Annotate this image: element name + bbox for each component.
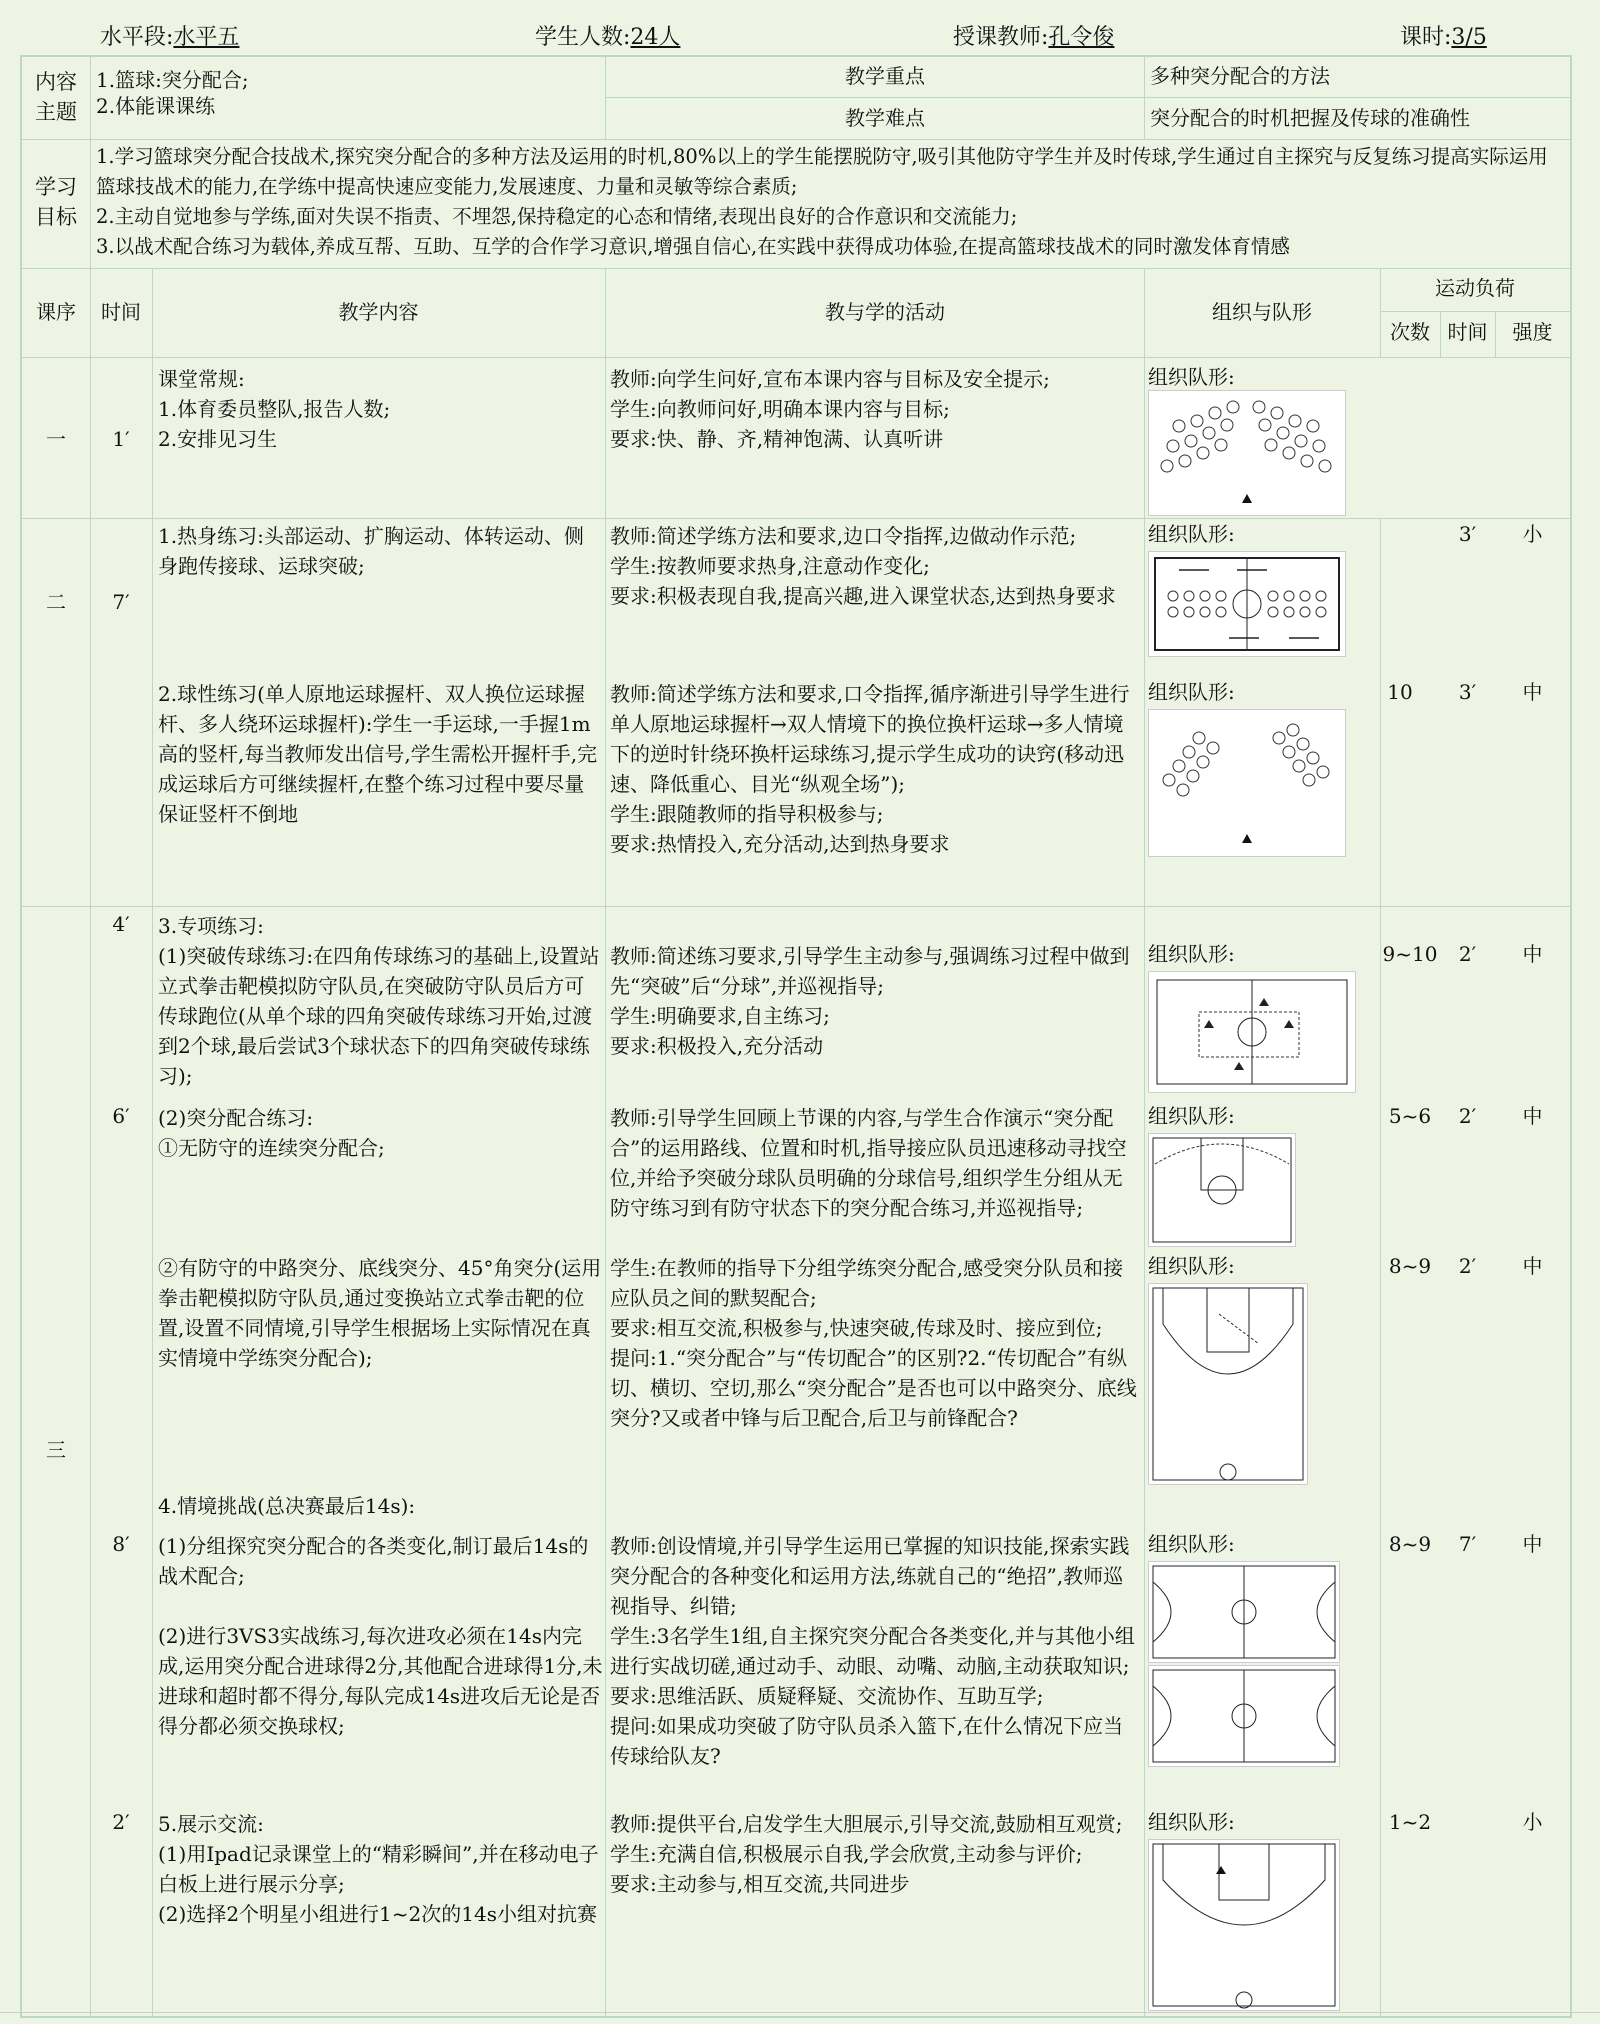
formation-diagram-3c: [1148, 1283, 1308, 1485]
lesson-header: [0, 14, 1600, 54]
section-3-p1-activity: 教师:简述练习要求,引导学生主动参与,强调练习过程中做到先“突破”后“分球”,并巡视指导; 学生:明确要求,自主练习; 要求:积极投入,充分活动: [610, 944, 1130, 1058]
formation-3a-svg: [1149, 972, 1355, 1092]
section-3-p1-content: (1)突破传球练习:在四角传球练习的基础上,设置站立式拳击靶模拟防守队员,在突破防守队员后方可传球跑位(从单个球的四角突破传球练习开始,过渡到2个球,最后尝试3个球状态下的四角突破传球练习);: [158, 944, 600, 1088]
section-3-p4-content: (1)分组探究突分配合的各类变化,制订最后14s的战术配合; (2)进行3VS3实战练习,每次进攻必须在14s内完成,运用突分配合进球得2分,其他配合进球得1分,未进球和超时都不得分,每队完成14s进攻后无论是否得分都必须交换球权;: [158, 1534, 603, 1738]
section-3-time-4: 2′: [112, 1810, 130, 1834]
section-3-time-3: 8′: [112, 1532, 130, 1556]
section-1: [22, 358, 1570, 519]
section-1-formation-label: 组织队形:: [1148, 365, 1235, 389]
section-3-order: 三: [46, 1438, 66, 1462]
section-3-formation-label-5: 组织队形:: [1148, 1810, 1235, 1834]
section-2-time: 7′: [112, 590, 130, 614]
col-intensity: 强度: [1512, 320, 1553, 344]
formation-1-svg: [1149, 391, 1345, 515]
col-time: 时间: [101, 300, 141, 324]
section-2-ball-content: 2.球性练习(单人原地运球握杆、双人换位运球握杆、多人绕环运球握杆):学生一手运球,一手握1m高的竖杆,每当教师发出信号,学生需松开握杆手,完成运球后方可继续握杆,在整个练习过程中要尽量保证竖杆不倒地: [158, 682, 598, 826]
col-organization: 组织与队形: [1212, 300, 1312, 324]
section-3-p5-activity: 教师:提供平台,启发学生大胆展示,引导交流,鼓励相互观赏; 学生:充满自信,积极展示自我,学会欣赏,主动参与评价; 要求:主动参与,相互交流,共同进步: [610, 1812, 1123, 1896]
section-3-p2-duration: 2′: [1458, 1104, 1477, 1128]
section-2-ball-activity: 教师:简述学练方法和要求,口令指挥,循序渐进引导学生进行单人原地运球握杆→双人情境下的换位换杆运球→多人情境下的逆时针绕环换杆运球练习,提示学生成功的诀窍(移动迅速、降低重心、目光“纵观全场”); 学生:跟随教师的指导积极参与; 要求:热情投入,充分活动,达到热身要求: [610, 682, 1130, 856]
section-3-p3-activity: 学生:在教师的指导下分组学练突分配合,感受突分队员和接应队员之间的默契配合; 要求:相互交流,积极参与,快速突破,传球及时、接应到位; 提问:1.“突分配合”与“传切配合”的区别?2.“传切配合”有纵切、横切、空切,那么“突分配合”是否也可以中路突分、底线突分?又或者中锋与后卫配合,后卫与前锋配合?: [610, 1256, 1137, 1430]
section-3: [22, 907, 1570, 2016]
difficulty-value: 突分配合的时机把握及传球的准确性: [1150, 106, 1470, 130]
section-3-p4-count: 8~9: [1388, 1532, 1432, 1556]
col-order: 课序: [36, 300, 76, 324]
section-2-formation-label-a: 组织队形:: [1148, 522, 1235, 546]
formation-3e-svg: [1149, 1666, 1339, 1766]
section-1-content: 课堂常规: 1.体育委员整队,报告人数; 2.安排见习生: [158, 367, 391, 451]
section-3-p4-duration: 7′: [1458, 1532, 1477, 1556]
col-duration: 时间: [1447, 320, 1488, 344]
section-3-p5-content: 5.展示交流: (1)用Ipad记录课堂上的“精彩瞬间”,并在移动电子白板上进行展示分享; (2)选择2个明星小组进行1~2次的14s小组对抗赛: [158, 1812, 599, 1926]
section-3-p5-count: 1~2: [1388, 1810, 1432, 1834]
section-3-p3-intensity: 中: [1522, 1254, 1543, 1278]
section-2: [22, 519, 1570, 907]
formation-3b-svg: [1149, 1134, 1295, 1246]
lesson-table: [20, 55, 1572, 2018]
formation-3d-svg: [1149, 1562, 1339, 1662]
column-header-band: [22, 269, 1570, 358]
section-1-activity: 教师:向学生问好,宣布本课内容与目标及安全提示; 学生:向教师问好,明确本课内容与目标; 要求:快、静、齐,精神饱满、认真听讲: [610, 367, 1050, 451]
section-3-formation-label-4: 组织队形:: [1148, 1532, 1235, 1556]
objectives-text: 1.学习篮球突分配合技战术,探究突分配合的多种方法及运用的时机,80%以上的学生能摆脱防守,吸引其他防守学生并及时传球,学生通过自主探究与反复练习提高实际运用篮球技战术的能力,在学练中提高快速应变能力,发展速度、力量和灵敏等综合素质; 2.主动自觉地参与学练,面对失误不指责、不埋怨,保持稳定的心态和情绪,表现出良好的合作意识和交流能力; 3.以战术配合练习为载体,养成互帮、互助、互学的合作学习意识,增强自信心,在实践中获得成功体验,在提高篮球技战术的同时激发体育情感: [96, 145, 1548, 258]
key-point-label: 教学重点: [845, 64, 925, 88]
section-2-warmup-content: 1.热身练习:头部运动、扩胸运动、体转运动、侧身跑传接球、运球突破;: [158, 524, 584, 578]
objectives-label: 学习 目标: [35, 175, 77, 229]
formation-2a-svg: [1149, 552, 1345, 656]
section-3-formation-label-1: 组织队形:: [1148, 942, 1235, 966]
section-3-p3-duration: 2′: [1458, 1254, 1477, 1278]
section-2-warmup-activity: 教师:简述学练方法和要求,边口令指挥,边做动作示范; 学生:按教师要求热身,注意动作变化; 要求:积极表现自我,提高兴趣,进入课堂状态,达到热身要求: [610, 524, 1116, 608]
section-3-p4-activity: 教师:创设情境,并引导学生运用已掌握的知识技能,探索实践突分配合的各种变化和运用方法,练就自己的“绝招”,教师巡视指导、纠错; 学生:3名学生1组,自主探究突分配合各类变化,并与其他小组进行实战切磋,通过动手、动眼、动嘴、动脑,主动获取知识; 要求:思维活跃、质疑释疑、交流协作、互助互学; 提问:如果成功突破了防守队员杀入篮下,在什么情况下应当传球给队友?: [610, 1534, 1135, 1768]
period-value: 3/5: [1451, 25, 1487, 50]
students-value: 24人: [630, 25, 681, 50]
formation-diagram-3e: [1148, 1665, 1340, 1767]
section-3-time-2: 6′: [112, 1104, 130, 1128]
formation-3f-svg: [1149, 1840, 1339, 2010]
section-2-order: 二: [46, 590, 66, 614]
difficulty-label: 教学难点: [845, 106, 925, 130]
period-field: 课时:3/5: [1400, 25, 1487, 50]
section-2-warmup-duration: 3′: [1458, 522, 1477, 546]
section-1-time: 1′: [112, 427, 130, 451]
formation-2b-svg: [1149, 710, 1345, 856]
col-activity: 教与学的活动: [825, 300, 945, 324]
section-3-p2-intensity: 中: [1522, 1104, 1543, 1128]
section-3-time-1: 4′: [112, 912, 130, 936]
section-3-p1-duration: 2′: [1458, 942, 1477, 966]
formation-diagram-3f: [1148, 1839, 1340, 2011]
level-value: 水平五: [173, 25, 240, 50]
teacher-field: 授课教师:孔令俊: [953, 25, 1115, 50]
objectives-band: [22, 140, 1570, 269]
section-3-p2-count: 5~6: [1388, 1104, 1432, 1128]
level-field: 水平段:水平五: [100, 25, 240, 50]
section-3-formation-label-3: 组织队形:: [1148, 1254, 1235, 1278]
section-3-p4-intensity: 中: [1522, 1532, 1543, 1556]
section-3-p1-count: 9~10: [1382, 942, 1438, 966]
formation-diagram-3b: [1148, 1133, 1296, 1247]
formation-3c-svg: [1149, 1284, 1307, 1484]
section-3-p1-intensity: 中: [1522, 942, 1543, 966]
formation-diagram-2a: [1148, 551, 1346, 657]
section-2-ball-intensity: 中: [1522, 680, 1543, 704]
section-3-p2-activity: 教师:引导学生回顾上节课的内容,与学生合作演示“突分配合”的运用路线、位置和时机,指导接应队员迅速移动寻找空位,并给予突破分球队员明确的分球信号,组织学生分组从无防守练习到有防守状态下的突分配合练习,并巡视指导;: [610, 1106, 1127, 1220]
topic-content: 1.篮球:突分配合; 2.体能课课练: [96, 68, 249, 118]
students-field: 学生人数:24人: [535, 25, 681, 50]
section-3-p3-content: ②有防守的中路突分、底线突分、45°角突分(运用拳击靶模拟防守队员,通过变换站立式拳击靶的位置,设置不同情境,引导学生根据场上实际情况在真实情境中学练突分配合);: [158, 1256, 602, 1370]
section-3-p1-head: 3.专项练习:: [158, 914, 264, 938]
section-3-p3-count: 8~9: [1388, 1254, 1432, 1278]
section-3-p5-intensity: 小: [1522, 1810, 1543, 1834]
section-2-formation-label-b: 组织队形:: [1148, 680, 1235, 704]
section-2-warmup-intensity: 小: [1522, 522, 1543, 546]
col-content: 教学内容: [338, 300, 419, 324]
key-point-value: 多种突分配合的方法: [1150, 64, 1330, 88]
section-2-ball-duration: 3′: [1458, 680, 1477, 704]
topic-band: [22, 57, 1570, 140]
teacher-value: 孔令俊: [1048, 25, 1115, 50]
col-count: 次数: [1390, 320, 1430, 344]
formation-diagram-3a: [1148, 971, 1356, 1093]
formation-diagram-3d: [1148, 1561, 1340, 1663]
formation-diagram-2b: [1148, 709, 1346, 857]
section-3-formation-label-2: 组织队形:: [1148, 1104, 1235, 1128]
bottom-divider: [0, 2012, 1600, 2013]
section-2-ball-count: 10: [1387, 680, 1413, 704]
topic-label: 内容 主题: [35, 70, 77, 124]
section-3-p2-content: (2)突分配合练习: ①无防守的连续突分配合;: [158, 1106, 385, 1160]
section-1-order: 一: [46, 427, 66, 451]
section-3-p4-head: 4.情境挑战(总决赛最后14s):: [158, 1494, 416, 1518]
formation-diagram-1: [1148, 390, 1346, 516]
col-load: 运动负荷: [1435, 276, 1515, 300]
